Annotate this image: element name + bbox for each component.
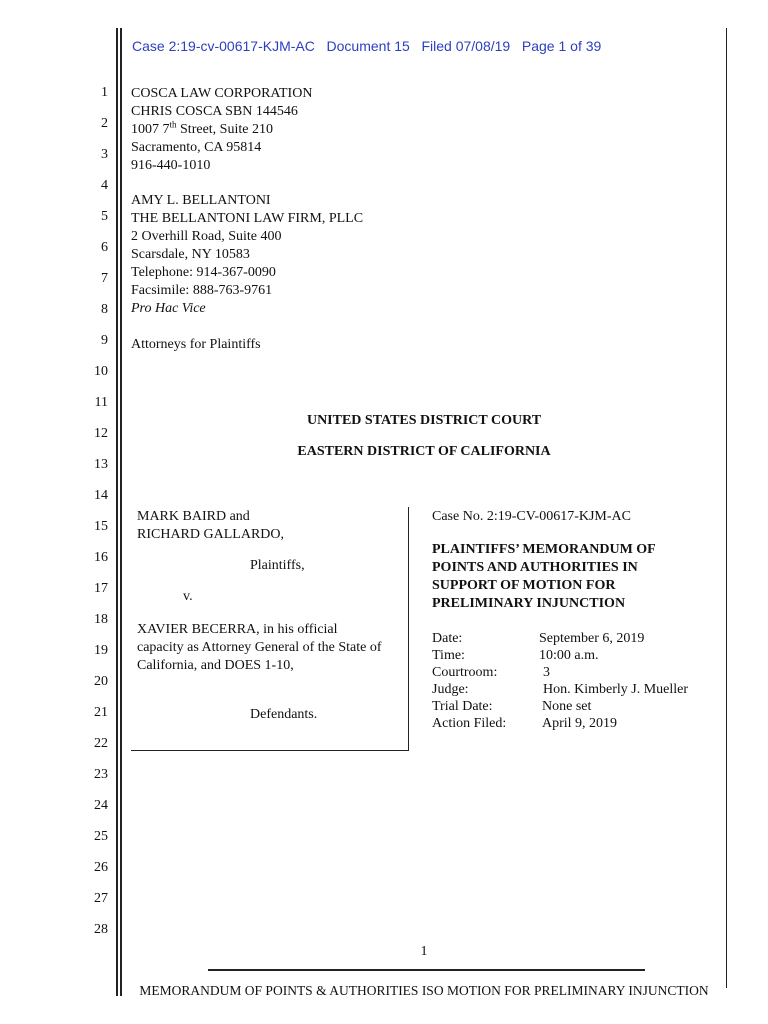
line-number: 26 xyxy=(94,860,108,875)
line-number: 19 xyxy=(94,643,108,658)
facsimile: Facsimile: 888-763-9761 xyxy=(131,283,273,298)
case-number: Case No. 2:19-CV-00617-KJM-AC xyxy=(432,509,631,524)
line-number: 5 xyxy=(101,209,108,224)
hearing-value: 3 xyxy=(543,665,550,680)
line-number: 2 xyxy=(101,116,108,131)
line-number: 21 xyxy=(94,705,108,720)
court-name: UNITED STATES DISTRICT COURT xyxy=(306,413,542,428)
counsel-block-bellantoni xyxy=(131,192,363,318)
line-number: 9 xyxy=(101,333,108,348)
hearing-value: September 6, 2019 xyxy=(539,631,645,646)
line-number: 27 xyxy=(94,891,108,906)
city-address: Sacramento, CA 95814 xyxy=(131,140,262,155)
line-number: 22 xyxy=(94,736,108,751)
hearing-details xyxy=(432,630,722,732)
line-number: 15 xyxy=(94,519,108,534)
hearing-label: Action Filed: xyxy=(432,716,507,731)
street-address: 1007 7th Street, Suite 210 xyxy=(131,119,273,137)
line-number: 14 xyxy=(94,488,108,503)
attorney-name: AMY L. BELLANTONI xyxy=(131,193,271,208)
attorneys-for: Attorneys for Plaintiffs xyxy=(131,337,261,352)
hearing-row xyxy=(432,664,722,681)
header-page-count: Page 1 of 39 xyxy=(521,38,602,54)
line-number: 8 xyxy=(101,302,108,317)
line-number: 3 xyxy=(101,147,108,162)
pro-hac-vice: Pro Hac Vice xyxy=(131,301,206,316)
line-number: 17 xyxy=(94,581,108,596)
plaintiffs-names: MARK BAIRD and RICHARD GALLARDO, xyxy=(137,509,284,542)
hearing-value: None set xyxy=(542,699,592,714)
line-number: 10 xyxy=(94,364,108,379)
line-number: 4 xyxy=(101,178,108,193)
firm-name: THE BELLANTONI LAW FIRM, PLLC xyxy=(131,211,364,226)
caption-bottom-rule xyxy=(131,750,409,751)
line-number: 25 xyxy=(94,829,108,844)
defendants-label: Defendants. xyxy=(250,707,318,722)
header-document: Document 15 xyxy=(326,38,410,54)
hearing-row xyxy=(432,681,722,698)
court-district: EASTERN DISTRICT OF CALIFORNIA xyxy=(297,444,551,459)
hearing-value: Hon. Kimberly J. Mueller xyxy=(543,682,689,697)
line-number: 18 xyxy=(94,612,108,627)
header-filed-date: Filed 07/08/19 xyxy=(421,38,511,54)
right-margin-rule xyxy=(726,28,727,988)
line-number: 12 xyxy=(94,426,108,441)
line-number: 1 xyxy=(101,85,108,100)
telephone: Telephone: 914-367-0090 xyxy=(131,265,276,280)
hearing-label: Courtroom: xyxy=(432,665,498,680)
hearing-value: 10:00 a.m. xyxy=(539,648,599,663)
city-address: Scarsdale, NY 10583 xyxy=(131,247,250,262)
hearing-label: Judge: xyxy=(432,682,469,697)
line-number: 28 xyxy=(94,922,108,937)
hearing-label: Date: xyxy=(432,631,463,646)
plaintiffs-label: Plaintiffs, xyxy=(250,558,305,573)
phone-number: 916-440-1010 xyxy=(131,158,211,173)
document-title: PLAINTIFFS’ MEMORANDUM OF POINTS AND AUTHORITIES IN SUPPORT OF MOTION FOR PRELIMINARY INJUNCTION xyxy=(432,542,656,611)
hearing-row xyxy=(432,647,722,664)
hearing-row xyxy=(432,715,722,732)
filing-header xyxy=(132,38,601,54)
hearing-row xyxy=(432,630,722,647)
firm-name: COSCA LAW CORPORATION xyxy=(131,86,313,101)
street-address: 2 Overhill Road, Suite 400 xyxy=(131,229,282,244)
attorney-name: CHRIS COSCA SBN 144546 xyxy=(131,104,298,119)
counsel-block-cosca xyxy=(131,85,312,175)
footer-title: MEMORANDUM OF POINTS & AUTHORITIES ISO MOTION FOR PRELIMINARY INJUNCTION xyxy=(139,983,709,998)
left-margin-rule-outer xyxy=(116,28,118,996)
line-number: 13 xyxy=(94,457,108,472)
footer-rule xyxy=(208,969,645,971)
hearing-value: April 9, 2019 xyxy=(542,716,618,731)
line-number: 20 xyxy=(94,674,108,689)
line-number: 11 xyxy=(94,395,108,410)
hearing-label: Time: xyxy=(432,648,465,663)
line-number: 23 xyxy=(94,767,108,782)
page-number: 1 xyxy=(420,944,428,959)
line-number: 16 xyxy=(94,550,108,565)
line-number: 6 xyxy=(101,240,108,255)
header-case-number: Case 2:19-cv-00617-KJM-AC xyxy=(132,38,315,54)
versus: v. xyxy=(183,589,193,604)
hearing-label: Trial Date: xyxy=(432,699,493,714)
line-number: 24 xyxy=(94,798,108,813)
defendants-names: XAVIER BECERRA, in his official capacity as Attorney General of the State of California, and DOES 1-10, xyxy=(137,622,382,673)
line-number: 7 xyxy=(101,271,108,286)
caption-vertical-rule xyxy=(408,507,409,750)
left-margin-rule-inner xyxy=(120,28,122,996)
hearing-row xyxy=(432,698,722,715)
